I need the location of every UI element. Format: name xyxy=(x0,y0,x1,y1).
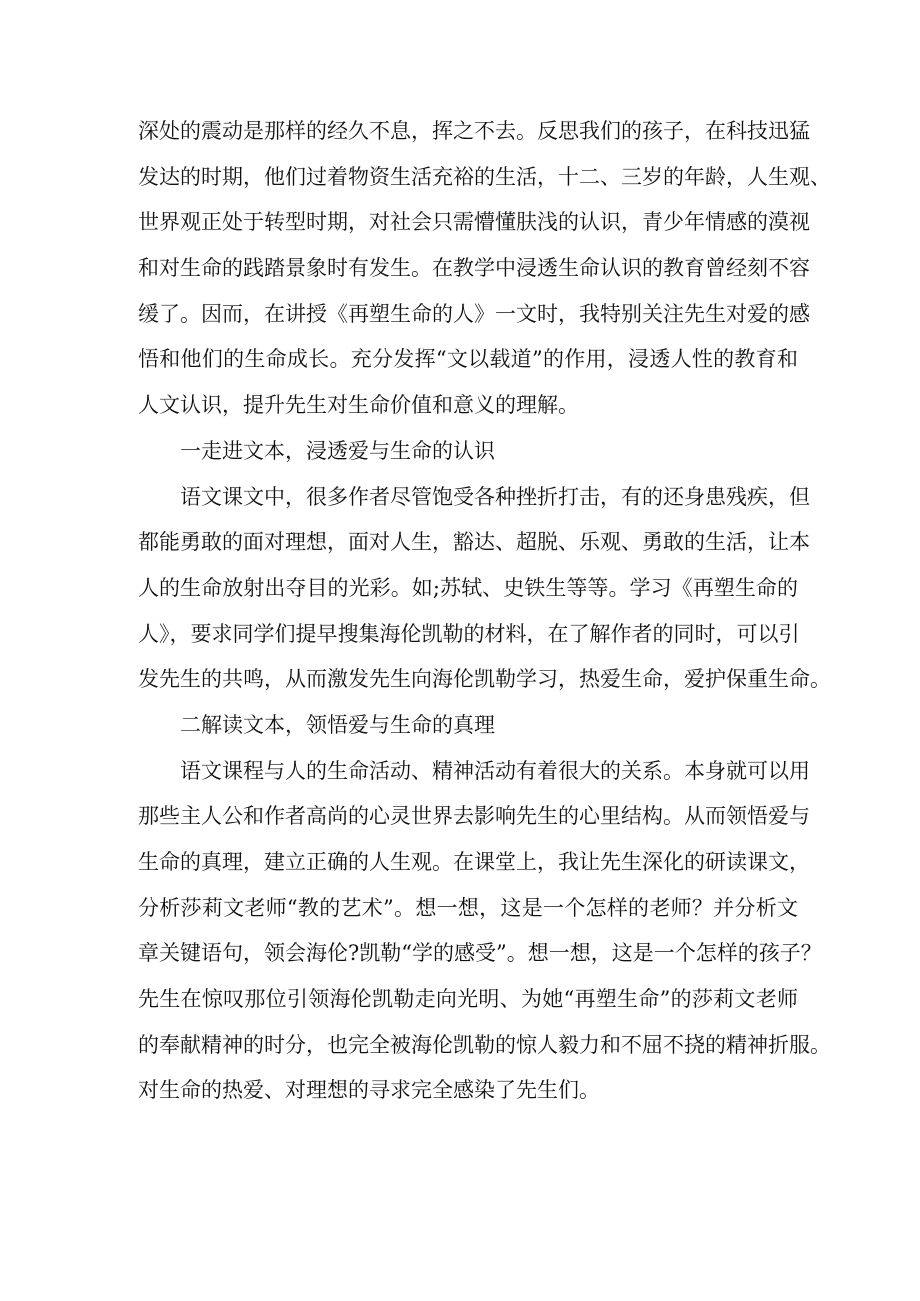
section-heading: 一走进文本，浸透爱与生命的认识 xyxy=(180,438,495,463)
paragraph-line: 的奉献精神的时分，也完全被海伦凯勒的惊人毅力和不屈不挠的精神折服。 xyxy=(138,1032,831,1057)
paragraph-line: 那些主人公和作者高尚的心灵世界去影响先生的心里结构。从而领悟爱与 xyxy=(138,804,810,829)
paragraph-line: 悟和他们的生命成长。充分发挥“文以载道”的作用，浸透人性的教育和 xyxy=(138,347,798,372)
paragraph-line: 人》，要求同学们提早搜集海伦凯勒的材料，在了解作者的同时，可以引 xyxy=(138,621,800,646)
paragraph-line: 分析莎莉文老师“教的艺术”。想一想，这是一个怎样的老师？并分析文 xyxy=(138,895,798,920)
section-heading: 二解读文本，领悟爱与生命的真理 xyxy=(180,712,495,737)
paragraph-line: 先生在惊叹那位引领海伦凯勒走向光明、为她“再塑生命”的莎莉文老师 xyxy=(138,987,798,1012)
paragraph-line: 发达的时期，他们过着物资生活充裕的生活，十二、三岁的年龄，人生观、 xyxy=(138,164,831,189)
paragraph-line: 都能勇敢的面对理想，面对人生，豁达、超脱、乐观、勇敢的生活，让本 xyxy=(138,530,810,555)
paragraph-line: 深处的震动是那样的经久不息，挥之不去。反思我们的孩子，在科技迅猛 xyxy=(138,119,810,143)
paragraph-line: 章关键语句，领会海伦?凯勒“学的感受”。想一想，这是一个怎样的孩子？ xyxy=(138,941,822,966)
paragraph-line: 世界观正处于转型时期，对社会只需懵懂肤浅的认识，青少年情感的漠视 xyxy=(138,210,810,235)
paragraph-line: 发先生的共鸣，从而激发先生向海伦凯勒学习，热爱生命，爱护保重生命。 xyxy=(138,667,831,692)
paragraph-line: 对生命的热爱、对理想的寻求完全感染了先生们。 xyxy=(138,1078,600,1103)
document-body xyxy=(138,109,831,1114)
paragraph-line: 和对生命的践踏景象时有发生。在教学中浸透生命认识的教育曾经刻不容 xyxy=(138,256,810,281)
paragraph-line: 语文课程与人的生命活动、精神活动有着很大的关系。本身就可以用 xyxy=(180,758,810,783)
paragraph-line: 缓了。因而，在讲授《再塑生命的人》一文时，我特别关注先生对爱的感 xyxy=(138,301,810,326)
paragraph-line: 人文认识，提升先生对生命价值和意义的理解。 xyxy=(138,393,579,418)
paragraph-line: 语文课文中，很多作者尽管饱受各种挫折打击，有的还身患残疾，但 xyxy=(180,484,810,509)
paragraph-line: 生命的真理，建立正确的人生观。在课堂上，我让先生深化的研读课文， xyxy=(138,850,810,874)
paragraph-line: 人的生命放射出夺目的光彩。如;苏轼、史铁生等等。学习《再塑生命的 xyxy=(138,575,798,600)
